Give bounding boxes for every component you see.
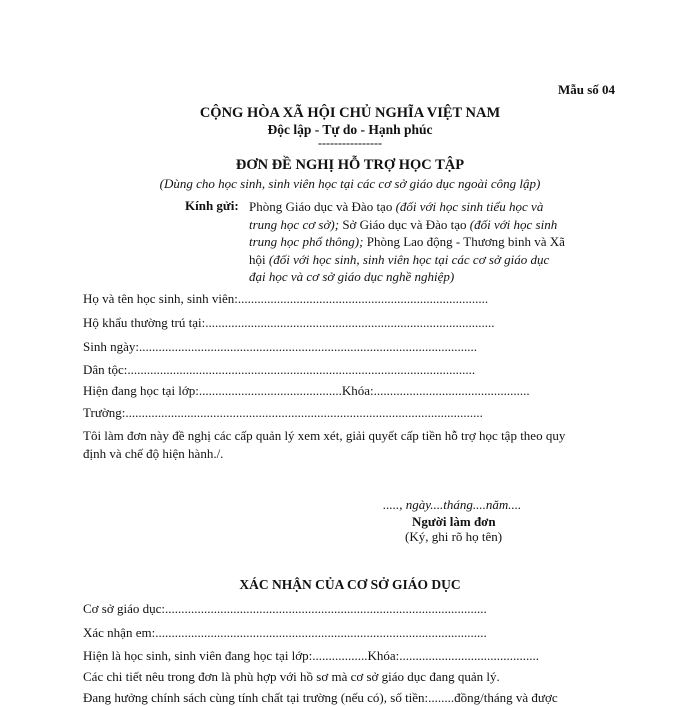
- recipient-text: Phòng Giáo dục và Đào tạo: [249, 199, 396, 214]
- form-subtitle: (Dùng cho học sinh, sinh viên học tại các cơ sở giáo dục ngoài công lập): [159, 176, 541, 191]
- recipient-text: trung học phổ thông);: [249, 234, 367, 249]
- confirm-student-field: Xác nhận em:......................................................................................................: [83, 625, 487, 640]
- recipient-text: đại học và cơ sở giáo dục nghề nghiệp): [249, 269, 455, 284]
- institution-field: Cơ sở giáo dục:...................................................................................................: [83, 601, 487, 616]
- header-separator: ----------------: [318, 136, 382, 150]
- request-text-line-1: Tôi làm đơn này đề nghị các cấp quản lý xem xét, giải quyết cấp tiền hỗ trợ học tập theo quy: [83, 428, 566, 443]
- recipient-line: [249, 233, 565, 251]
- confirmation-title: XÁC NHẬN CỦA CƠ SỞ GIÁO DỤC: [239, 577, 461, 592]
- details-statement: Các chi tiết nêu trong đơn là phù hợp với hồ sơ mà cơ sở giáo dục đang quản lý.: [83, 669, 500, 684]
- signer-title: Người làm đơn: [412, 514, 496, 529]
- form-number: Mẫu số 04: [558, 82, 616, 97]
- country-header: CỘNG HÒA XÃ HỘI CHỦ NGHĨA VIỆT NAM: [199, 105, 501, 121]
- school-field: Trường:..............................................................................................................: [83, 405, 483, 420]
- recipient-text: Sở Giáo dục và Đào tạo: [342, 216, 470, 232]
- recipient-line: [249, 216, 565, 234]
- full-name-field: Họ và tên học sinh, sinh viên:.............................................................................: [83, 291, 489, 306]
- current-study-field: Hiện là học sinh, sinh viên đang học tại lớp:.................Khóa:...........................................: [83, 648, 540, 663]
- class-course-field: Hiện đang học tại lớp:............................................Khóa:................................................: [83, 383, 530, 398]
- ethnicity-field: Dân tộc:...........................................................................................................: [83, 362, 476, 377]
- recipient-text: hội: [249, 251, 269, 267]
- signature-note: (Ký, ghi rõ họ tên): [405, 529, 503, 544]
- form-title: ĐƠN ĐỀ NGHỊ HỖ TRỢ HỌC TẬP: [235, 157, 465, 173]
- birth-date-field: Sinh ngày:........................................................................................................: [83, 339, 477, 354]
- policy-field: Đang hưởng chính sách cùng tính chất tại trường (nếu có), số tiền:........đồng/tháng và được: [83, 690, 558, 705]
- recipient-text: trung học cơ sở);: [249, 216, 343, 232]
- recipient-line: [249, 198, 565, 216]
- residence-field: Hộ khẩu thường trú tại:.........................................................................................: [83, 315, 495, 330]
- motto: Độc lập - Tự do - Hạnh phúc: [267, 122, 433, 137]
- recipient-text: (đối với học sinh, sinh viên học tại các cơ sở giáo dục: [268, 251, 550, 267]
- recipient-label: Kính gửi:: [185, 198, 239, 213]
- recipient-text: (đối với học sinh tiểu học và: [395, 199, 544, 214]
- recipient-line: [249, 268, 565, 286]
- recipient-text: Phòng Lao động - Thương binh và Xã: [366, 234, 565, 249]
- recipient-block: [249, 198, 565, 286]
- recipient-text: (đối với học sinh: [469, 216, 558, 232]
- request-text-line-2: định và chế độ hiện hành./.: [83, 446, 224, 461]
- recipient-line: [249, 251, 565, 269]
- signature-date: ....., ngày....tháng....năm....: [383, 497, 522, 512]
